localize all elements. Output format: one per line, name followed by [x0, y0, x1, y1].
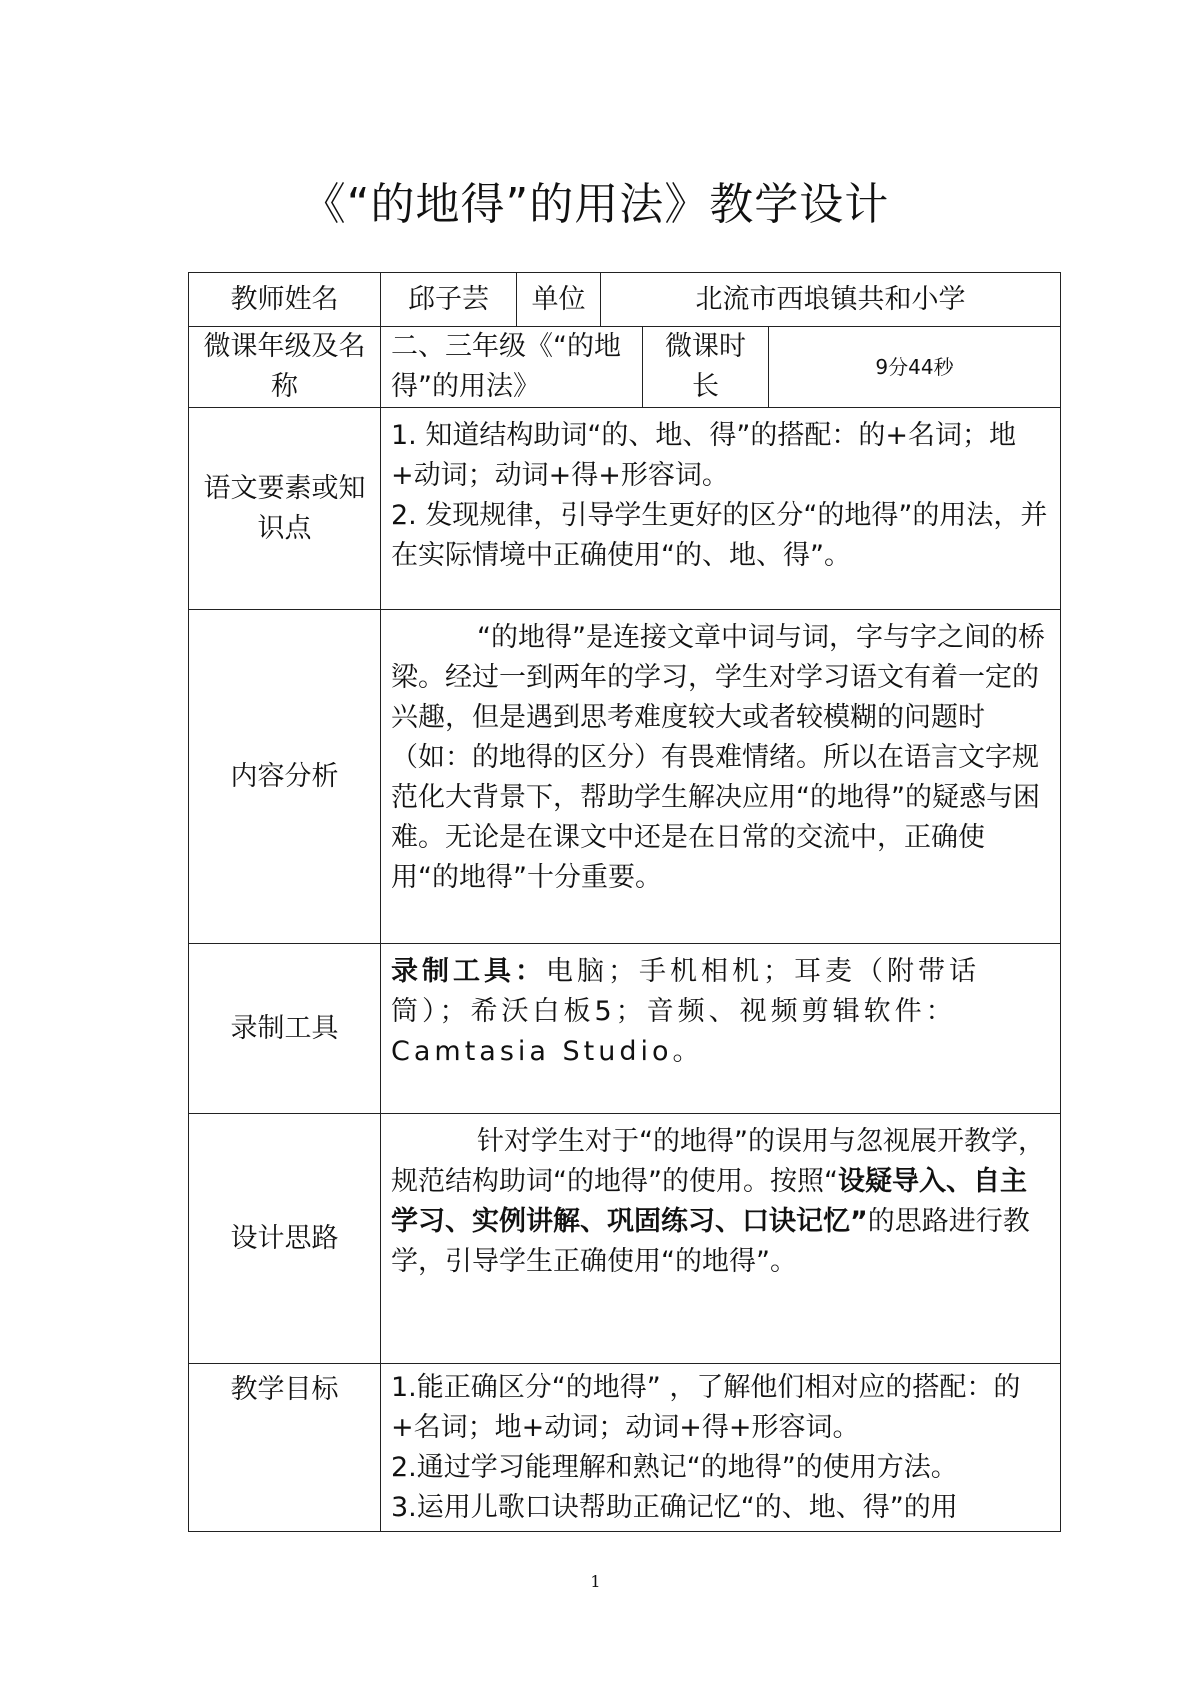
design-text-1: 针对学生对于“的地得”的误用与忽视展开教学，规范结构助词“的地得”的使用。按照“ — [391, 1126, 1045, 1197]
goal-1: 1.能正确区分“的地得” ，了解他们相对应的搭配：的+名词；地+动词；动词+得+形容词。 — [391, 1372, 1021, 1443]
content-label: 内容分析 — [189, 610, 381, 944]
content-text: “的地得”是连接文章中词与词，字与字之间的桥梁。经过一到两年的学习，学生对学习语文有着一定的兴趣，但是遇到思考难度较大或者较模糊的问题时（如：的地得的区分）有畏难情绪。所以在语言文字规范化大背景下，帮助学生解决应用“的地得”的疑惑与困难。无论是在课文中还是在日常的交流中，正确使用“的地得”十分重要。 — [391, 622, 1045, 893]
tools-label: 录制工具 — [189, 944, 381, 1114]
content-analysis — [381, 610, 1061, 944]
knowledge-line-1: 1. 知道结构助词“的、地、得”的搭配：的+名词；地+动词；动词+得+形容词。 — [391, 420, 1016, 491]
document-title: 《“的地得”的用法》教学设计 — [301, 179, 890, 230]
design-bold-steps: 设疑导入、自主学习、实例讲解、巩固练习、口诀记忆” — [391, 1166, 1027, 1237]
tools-bold-label: 录制工具： — [391, 956, 546, 987]
course-name: 二、三年级《“的地得”的用法》 — [381, 327, 643, 408]
unit-label: 单位 — [517, 273, 601, 327]
knowledge-label: 语文要素或知识点 — [189, 408, 381, 610]
goal-2: 2.通过学习能理解和熟记“的地得”的使用方法。 — [391, 1452, 958, 1483]
goals-label: 教学目标 — [189, 1364, 381, 1532]
page-number: 1 — [590, 1572, 601, 1591]
tools-content — [381, 944, 1061, 1114]
duration-label: 微课时长 — [643, 327, 769, 408]
knowledge-line-2: 2. 发现规律，引导学生更好的区分“的地得”的用法，并在实际情境中正确使用“的、地、得”。 — [391, 500, 1048, 571]
design-text-2: 的思路进行教学，引导学生正确使用“的地得”。 — [391, 1206, 1030, 1277]
goals-content — [381, 1364, 1061, 1532]
unit-value: 北流市西埌镇共和小学 — [601, 273, 1061, 327]
course-label: 微课年级及名称 — [189, 327, 381, 408]
teacher-name: 邱子芸 — [381, 273, 517, 327]
design-table — [188, 272, 1061, 1532]
duration-value: 9分44秒 — [769, 327, 1061, 408]
knowledge-content — [381, 408, 1061, 610]
tools-text: 电脑；手机相机；耳麦（附带话筒）；希沃白板5；音频、视频剪辑软件：Camtasia Studio。 — [391, 956, 980, 1067]
teacher-label: 教师姓名 — [189, 273, 381, 327]
design-label: 设计思路 — [189, 1114, 381, 1364]
design-content — [381, 1114, 1061, 1364]
goal-3: 3.运用儿歌口诀帮助正确记忆“的、地、得”的用 — [391, 1492, 958, 1523]
